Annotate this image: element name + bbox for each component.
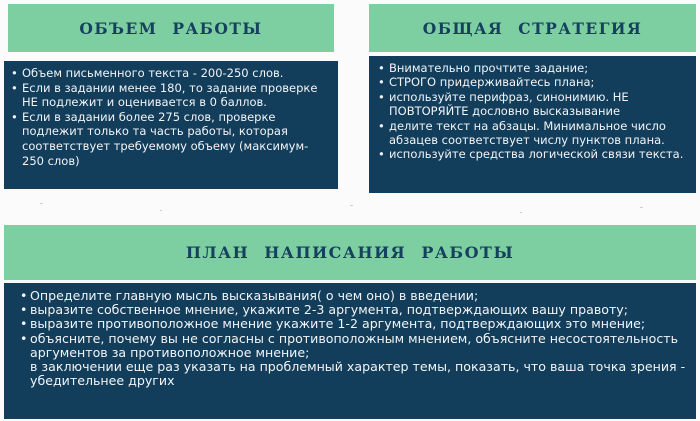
list-item-text: выразите собственное мнение, укажите 2-3 аргумента, подтверждающих вашу правоту;: [30, 302, 628, 318]
bullet-icon: •: [11, 66, 18, 80]
list-item: [378, 89, 688, 119]
plan-title: ПЛАН НАПИСАНИЯ РАБОТЫ: [185, 243, 515, 262]
list-item-text: Если в задании менее 180, то задание проверке НЕ подлежит и оценивается в 0 баллов.: [22, 80, 318, 110]
list-item: [378, 61, 688, 75]
list-item: [20, 302, 688, 318]
list-item-text: объясните, почему вы не согласны с противоположным мнением, объясните несостоятельность аргументов за противоположное мнение;: [30, 330, 679, 360]
decorative-speckle: [40, 203, 43, 204]
list-item: [378, 118, 688, 148]
plan-header: [4, 225, 696, 280]
list-item: [20, 288, 688, 303]
plan-panel: [4, 283, 696, 419]
list-item-text: используйте перифраз, синонимию. НЕ ПОВТОРЯЙТЕ дословно высказывание: [389, 89, 629, 119]
bullet-icon: •: [11, 109, 18, 124]
bullet-icon: •: [11, 80, 18, 95]
list-item-text: делите текст на абзацы. Минимальное число абзацев соответствует числу пунктов плана.: [389, 118, 666, 148]
plan-list: [17, 289, 688, 388]
list-item-text: СТРОГО придерживайтесь плана;: [389, 75, 595, 90]
list-item: [378, 147, 688, 162]
list-item: [11, 109, 332, 168]
strategy-header: [369, 4, 696, 52]
decorative-speckle: [160, 210, 162, 211]
list-item: [20, 316, 688, 332]
plan-conclusion-text: в заключении еще раз указать на проблемный характер темы, показать, что ваша точка зрения - убедительнее других: [30, 359, 686, 389]
bullet-icon: •: [20, 330, 28, 346]
volume-panel: [4, 61, 338, 189]
bullet-icon: •: [378, 89, 385, 104]
strategy-list: [377, 61, 688, 162]
volume-header: [8, 4, 334, 52]
list-item-text: Внимательно прочтите задание;: [389, 61, 589, 75]
bullet-icon: •: [378, 61, 385, 75]
volume-title: ОБЪЕМ РАБОТЫ: [79, 18, 263, 38]
list-item-text: используйте средства логической связи текста.: [389, 147, 684, 162]
bullet-icon: •: [20, 302, 28, 318]
decorative-speckle: [350, 205, 353, 206]
volume-list: [10, 66, 332, 168]
list-item-text: Объем письменного текста - 200-250 слов.: [22, 66, 284, 80]
bullet-icon: •: [378, 118, 385, 133]
list-item: [11, 80, 332, 110]
decorative-speckle: [640, 207, 643, 208]
bullet-icon: •: [378, 75, 385, 90]
list-item: [20, 330, 688, 389]
strategy-panel: [369, 56, 696, 193]
list-item-text: Если в задании более 275 слов, проверке подлежит только та часть работы, которая соответствует требуемому объему (максимум- 250 слов): [22, 109, 309, 168]
list-item-text: Определите главную мысль высказывания( о чем оно) в введении;: [30, 288, 479, 303]
bullet-icon: •: [20, 316, 28, 332]
bullet-icon: •: [378, 147, 385, 162]
bullet-icon: •: [20, 288, 28, 303]
list-item: [378, 75, 688, 90]
list-item-text: выразите противоположное мнение укажите 1-2 аргумента, подтверждающих это мнение;: [30, 316, 646, 332]
strategy-title: ОБЩАЯ СТРАТЕГИЯ: [422, 18, 643, 38]
decorative-speckle: [520, 212, 522, 213]
list-item: [11, 66, 332, 81]
